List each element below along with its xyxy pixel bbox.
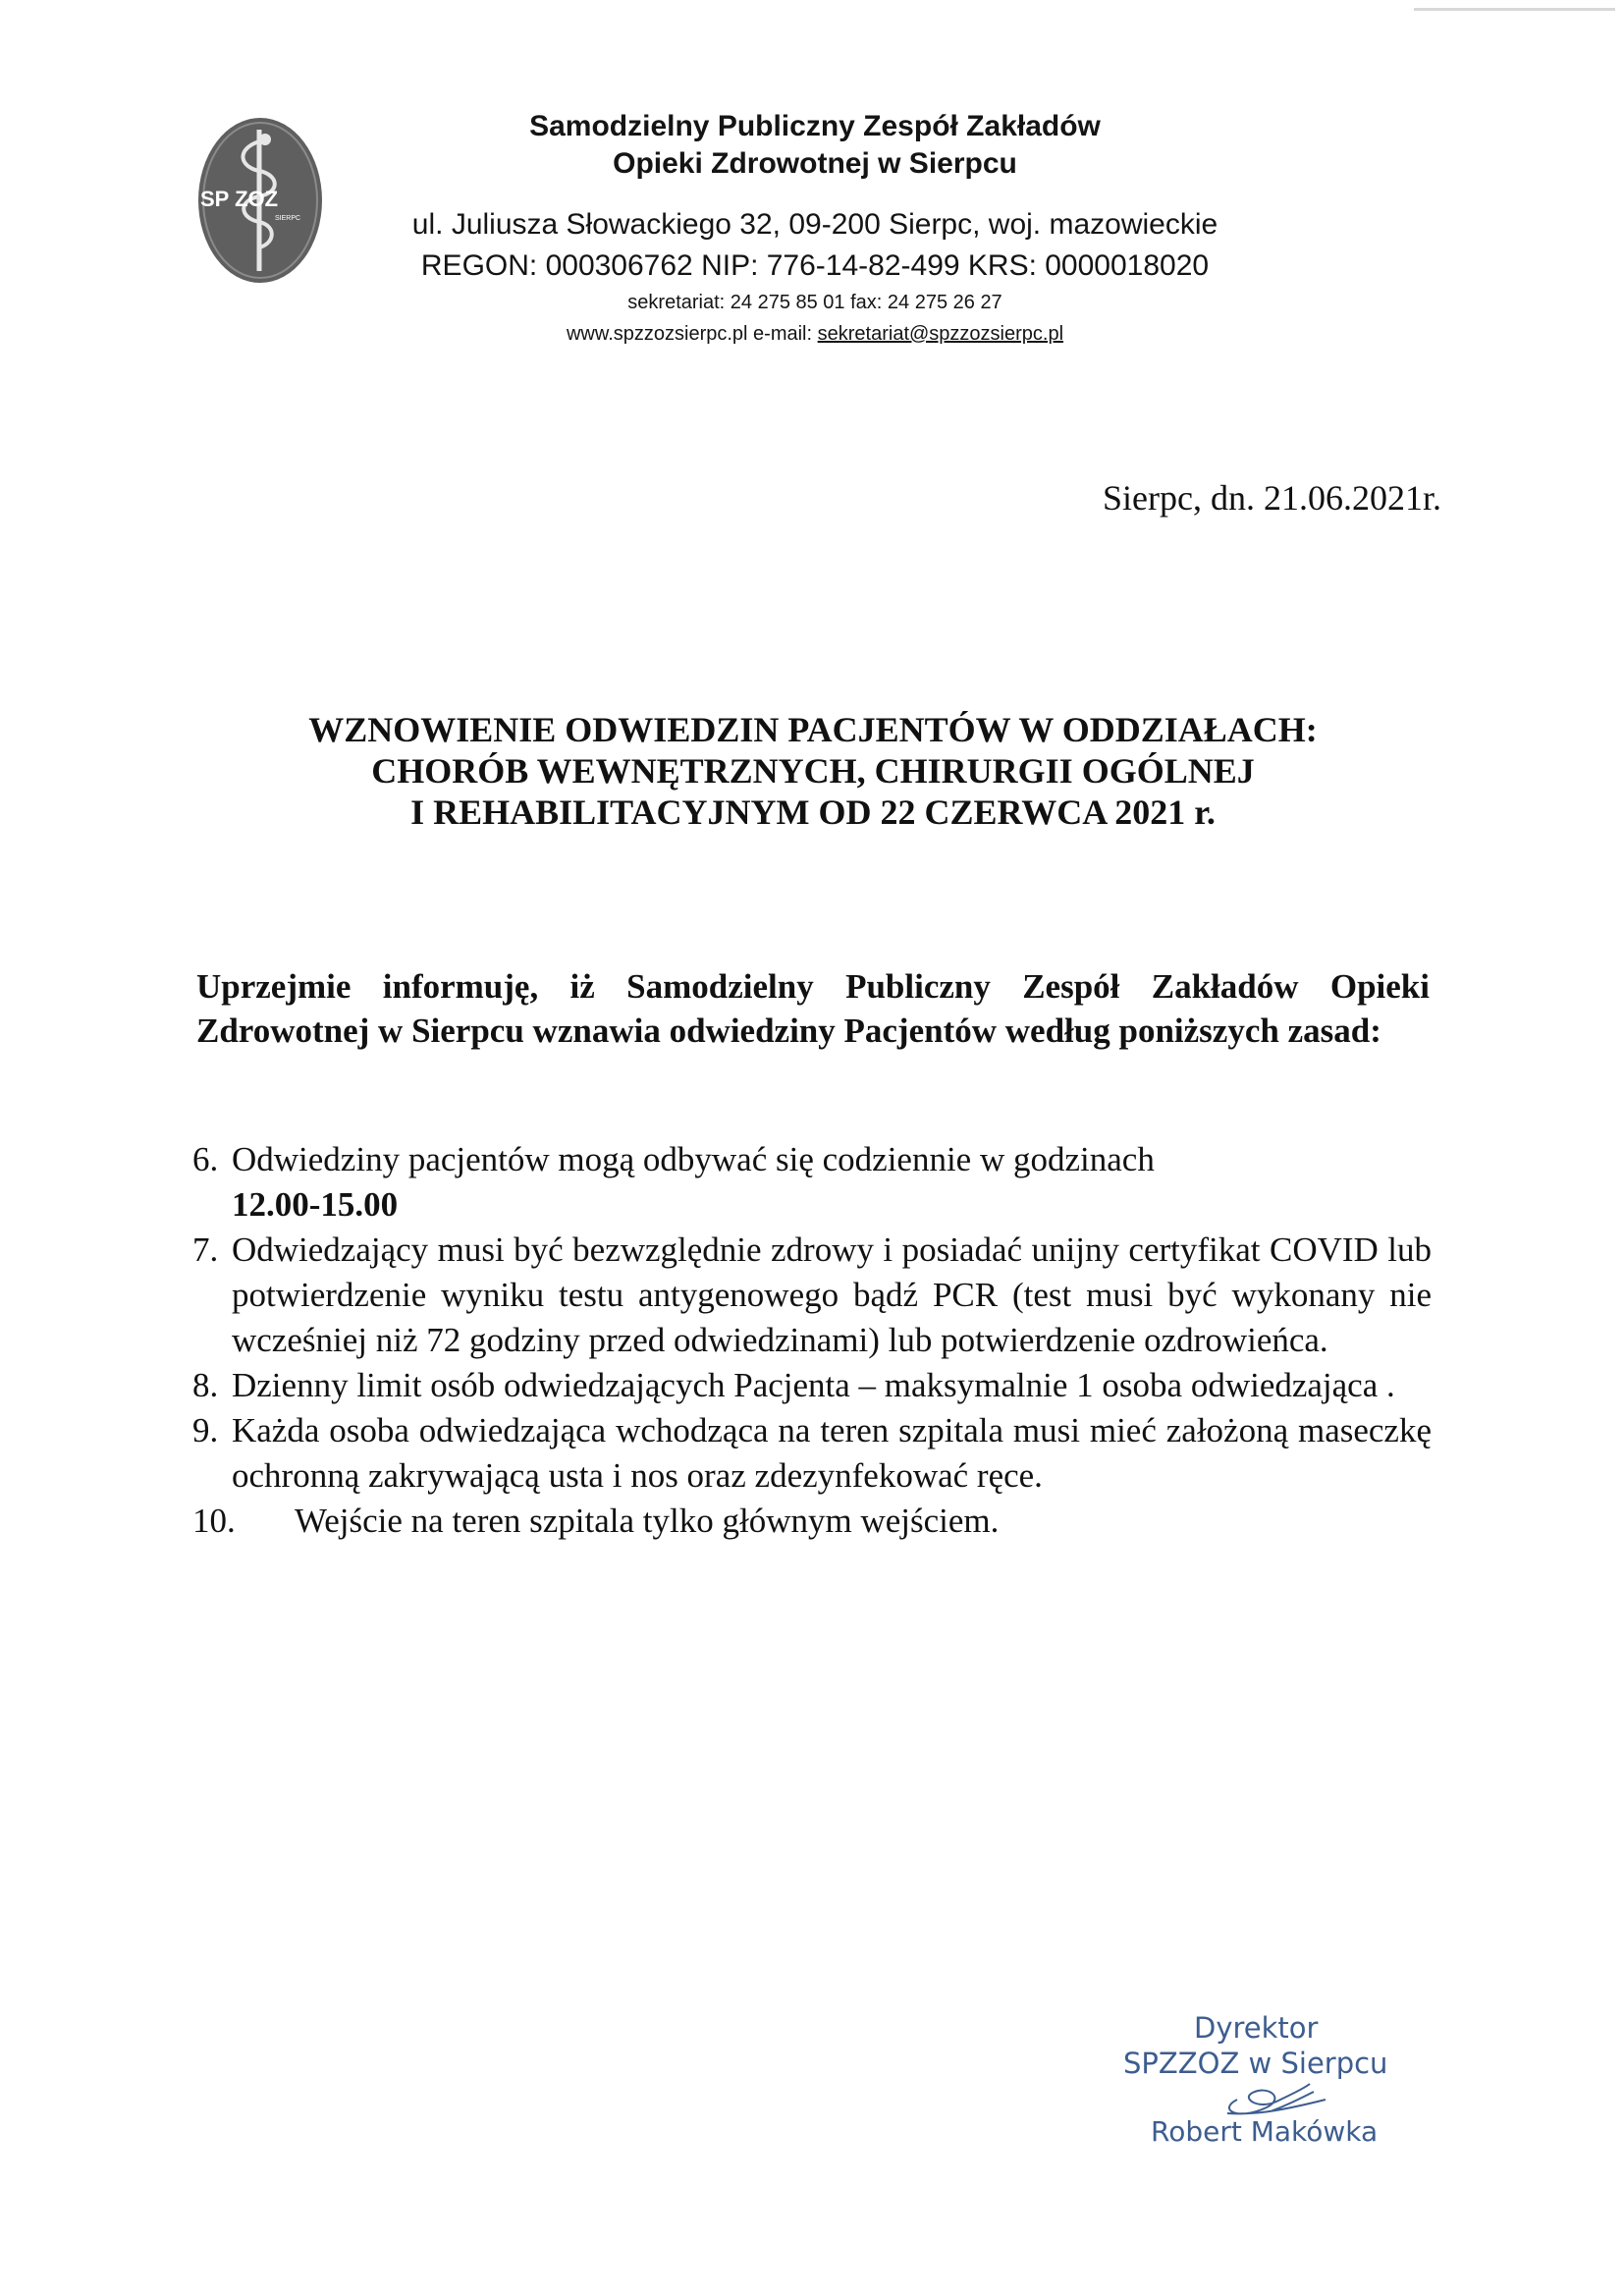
list-item-number: 7. [192, 1230, 219, 1269]
list-item-text [232, 1137, 1432, 1228]
document-date: Sierpc, dn. 21.06.2021r. [1103, 478, 1441, 518]
website-link[interactable]: www.spzzozsierpc.pl [566, 323, 748, 345]
list-item-number: 8. [192, 1366, 219, 1404]
list-item-number: 10. [192, 1502, 236, 1540]
hospital-logo [196, 116, 324, 285]
rules-list [192, 1137, 1432, 1544]
scan-artifact-line [1414, 8, 1615, 11]
org-web-email [373, 318, 1257, 350]
letterhead [373, 108, 1257, 350]
list-item-number: 6. [192, 1140, 219, 1178]
list-item [192, 1499, 1432, 1544]
list-item-number: 9. [192, 1411, 219, 1449]
org-registry: REGON: 000306762 NIP: 776-14-82-499 KRS: 0000018020 [420, 249, 1210, 282]
logo-text: SP ZOZ [200, 187, 279, 211]
list-item-text: Wejście na teren szpitala tylko głównym wejściem. [295, 1502, 1000, 1540]
list-item [192, 1363, 1432, 1408]
title-line-1: WZNOWIENIE ODWIEDZIN PACJENTÓW W ODDZIAŁACH: [308, 710, 1318, 749]
director-stamp [1119, 2003, 1443, 2151]
title-line-3: I REHABILITACYJNYM OD 22 CZERWCA 2021 r. [410, 793, 1216, 832]
stamp-unit: SPZZOZ w Sierpcu [1123, 2047, 1388, 2080]
email-link[interactable]: sekretariat@spzzozsierpc.pl [817, 323, 1064, 345]
org-name-line-1: Samodzielny Publiczny Zespół Zakładów [529, 110, 1101, 142]
list-item-text: Odwiedzający musi być bezwzględnie zdrowy i posiadać unijny certyfikat COVID lub potwierdzenie wyniku testu antygenowego bądź PCR (test musi być wykonany nie wcześniej niż 72 godziny przed odwiedzinami) lub potwierdzenie ozdrowieńca. [232, 1230, 1432, 1359]
org-address: ul. Juliusza Słowackiego 32, 09-200 Sierpc, woj. mazowieckie [411, 208, 1218, 241]
logo-subtext: SIERPC [275, 215, 301, 222]
org-phones: sekretariat: 24 275 85 01 fax: 24 275 26 27 [627, 292, 1002, 313]
email-label: e-mail: [753, 323, 813, 345]
list-item-text: Dzienny limit osób odwiedzających Pacjenta – maksymalnie 1 osoba odwiedzająca . [232, 1366, 1395, 1404]
stamp-name: Robert Makówka [1151, 2115, 1379, 2148]
stamp-role: Dyrektor [1194, 2011, 1319, 2045]
org-name-line-2: Opieki Zdrowotnej w Sierpcu [613, 147, 1017, 180]
document-title [196, 709, 1430, 833]
list-item [192, 1408, 1432, 1499]
intro-paragraph: Uprzejmie informuję, iż Samodzielny Publiczny Zespół Zakładów Opieki Zdrowotnej w Sierpcu wznawia odwiedziny Pacjentów według poniższych zasad: [196, 967, 1430, 1050]
rule-text: Odwiedziny pacjentów mogą odbywać się codziennie w godzinach [232, 1140, 1155, 1178]
list-item-text: Każda osoba odwiedzająca wchodząca na teren szpitala musi mieć założoną maseczkę ochronną zakrywającą usta i nos oraz zdezynfekować ręce. [232, 1411, 1432, 1495]
visiting-hours: 12.00-15.00 [232, 1185, 399, 1224]
list-item [192, 1137, 1432, 1228]
title-line-2: CHORÓB WEWNĘTRZNYCH, CHIRURGII OGÓLNEJ [371, 751, 1255, 791]
list-item [192, 1228, 1432, 1363]
